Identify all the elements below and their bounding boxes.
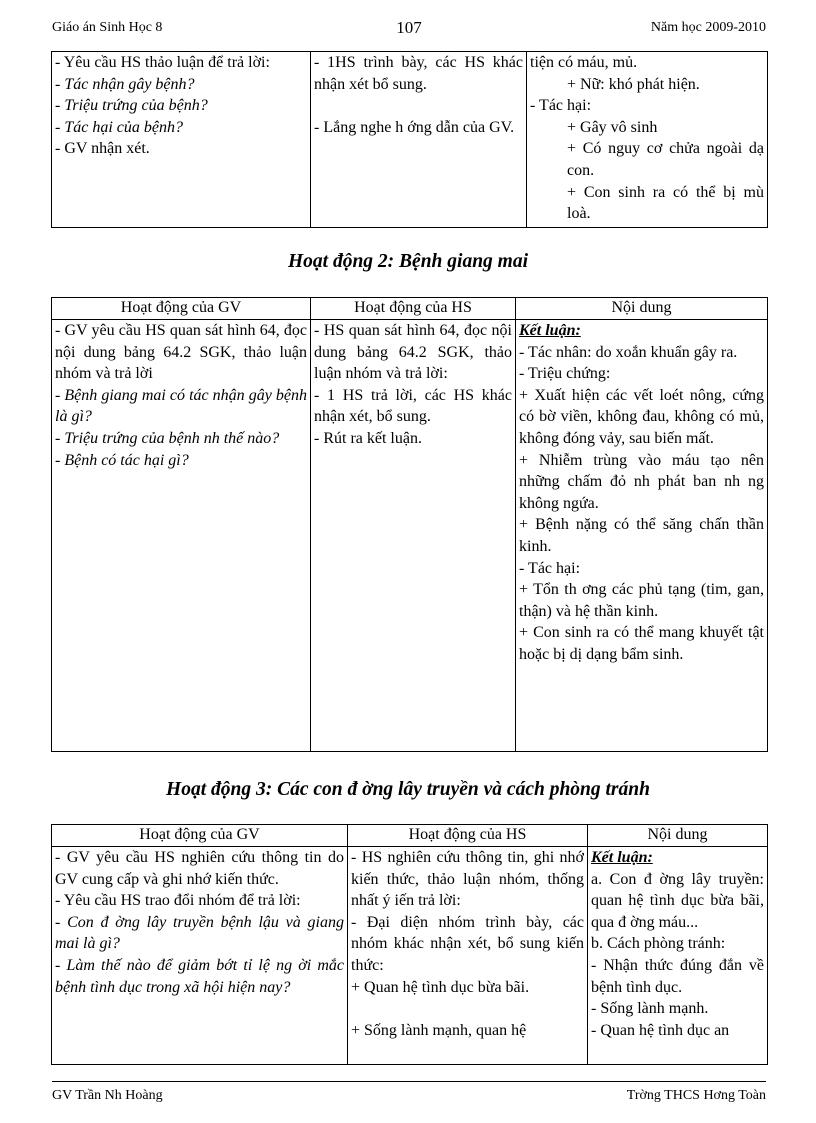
cell-line: - HS quan sát hình 64, đọc nội dung bảng 64.2 SGK, thảo luận nhóm và trả lời: xyxy=(314,322,512,383)
t3-content-cell xyxy=(588,847,768,1065)
cell-line: - Quan hệ tình dục an xyxy=(591,1021,730,1039)
cell-line: + Con sinh ra có thể mang khuyết tật hoặc bị dị dạng bẩm sinh. xyxy=(519,624,764,663)
t3-gv-cell xyxy=(52,847,348,1065)
cell-line: + Xuất hiện các vết loét nông, cứng có bờ viền, không đau, không có mủ, không đóng vảy, sau biến mất. xyxy=(519,386,764,447)
section-2-title: Hoạt động 2: Bệnh giang mai xyxy=(288,251,528,272)
cell-line xyxy=(314,95,523,117)
cell-line: + Nữ: khó phát hiện. xyxy=(567,75,700,93)
cell-line: + Nhiễm trùng vào máu tạo nên những chấm đỏ nh phát ban nh ng không ngứa. xyxy=(519,451,764,512)
footer-rule xyxy=(52,1081,766,1082)
t2-header-gv: Hoạt động của GV xyxy=(52,298,311,320)
table-activity-2 xyxy=(51,297,768,752)
cell-line: - Tác hại: xyxy=(519,559,581,577)
cell-line: - Rút ra kết luận. xyxy=(314,429,422,447)
cell-line: - Bệnh có tác hại gì? xyxy=(55,451,189,469)
cell-line: - Tác nhận gây bệnh? xyxy=(55,75,195,93)
cell-line: + Con sinh ra có thể bị mù loà. xyxy=(567,183,764,223)
cell-line: - GV yêu cầu HS nghiên cứu thông tin do GV cung cấp và ghi nhớ kiến thức. xyxy=(55,849,344,888)
cell-line: + Quan hệ tình dục bừa bãi. xyxy=(351,978,530,996)
cell-line: b. Cách phòng tránh: xyxy=(591,935,726,953)
cell-line: tiện có máu, mủ. xyxy=(530,54,638,71)
cell-line: Kết luận: xyxy=(519,322,581,339)
cell-line: - Con đ ờng lây truyền bệnh lậu và giang mai là gì? xyxy=(55,913,344,953)
t3-header-hs: Hoạt động của HS xyxy=(348,825,588,847)
t1-hs-cell xyxy=(311,52,527,228)
cell-line: - Triệu trứng của bệnh? xyxy=(55,97,208,115)
page-header xyxy=(52,18,766,42)
t3-hs-cell xyxy=(348,847,588,1065)
header-year: Năm học 2009-2010 xyxy=(650,20,766,35)
t2-header-content: Nội dung xyxy=(516,298,768,320)
cell-line: - Triệu chứng: xyxy=(519,365,611,383)
cell-line: - GV yêu cầu HS quan sát hình 64, đọc nội dung bảng 64.2 SGK, thảo luận nhóm và trả lời xyxy=(55,322,307,383)
cell-line: - Bệnh giang mai có tác nhận gây bệnh là gì? xyxy=(55,386,307,426)
t2-header-hs: Hoạt động của HS xyxy=(311,298,516,320)
cell-line: a. Con đ ờng lây truyền: quan hệ tình dục bừa bãi, qua đ ờng máu... xyxy=(591,870,764,931)
cell-line: - Tác nhân: do xoắn khuẩn gây ra. xyxy=(519,343,738,361)
cell-line: - Yêu cầu HS thảo luận để trả lời: xyxy=(55,54,270,71)
page-number: 107 xyxy=(396,18,422,37)
cell-line xyxy=(351,998,584,1020)
cell-line: - Làm thế nào để giảm bớt tỉ lệ ng ời mắc bệnh tình dục trong xã hội hiện nay? xyxy=(55,956,344,996)
cell-line: - Lắng nghe h ớng dẫn của GV. xyxy=(314,118,515,136)
t2-content-cell xyxy=(516,320,768,752)
cell-line: - 1 HS trả lời, các HS khác nhận xét, bổ sung. xyxy=(314,386,512,426)
cell-line: - Nhận thức đúng đắn về bệnh tình dục. xyxy=(591,956,764,996)
cell-line: - Đại diện nhóm trình bày, các nhóm khác nhận xét, bổ sung kiến thức: xyxy=(351,913,584,974)
cell-line: Kết luận: xyxy=(591,849,653,866)
t3-header-content: Nội dung xyxy=(588,825,768,847)
cell-line: + Gây vô sinh xyxy=(567,118,658,136)
t1-gv-cell xyxy=(52,52,311,228)
cell-line: - Yêu cầu HS trao đổi nhóm để trả lời: xyxy=(55,892,301,910)
footer-school: Trờng THCS Hơng Toàn xyxy=(626,1088,766,1103)
table-activity-1-continued xyxy=(51,51,768,228)
cell-line: + Tổn th ơng các phủ tạng (tim, gan, thận) và hệ thần kinh. xyxy=(519,581,764,620)
header-subject: Giáo án Sinh Học 8 xyxy=(52,20,163,35)
page-footer xyxy=(52,1088,766,1108)
footer-teacher: GV Trần Nh Hoàng xyxy=(52,1088,163,1103)
cell-line: - Sống lành mạnh. xyxy=(591,1000,709,1018)
t1-content-cell xyxy=(527,52,768,228)
cell-line: - Triệu trứng của bệnh nh thế nào? xyxy=(55,429,280,447)
cell-line: + Sống lành mạnh, quan hệ xyxy=(351,1021,527,1039)
cell-line: - HS nghiên cứu thông tin, ghi nhớ kiến thức, thảo luận nhóm, thống nhất ý iến trả lời: xyxy=(351,849,584,910)
t2-hs-cell xyxy=(311,320,516,752)
t2-gv-cell xyxy=(52,320,311,752)
table-activity-3 xyxy=(51,824,768,1065)
cell-line: - Tác hại của bệnh? xyxy=(55,118,183,136)
cell-line: + Có nguy cơ chửa ngoài dạ con. xyxy=(567,140,764,179)
t3-header-gv: Hoạt động của GV xyxy=(52,825,348,847)
cell-line: - GV nhận xét. xyxy=(55,140,150,158)
cell-line: + Bệnh nặng có thể săng chấn thần kinh. xyxy=(519,516,764,555)
cell-line: - Tác hại: xyxy=(530,97,592,115)
section-3-title: Hoạt động 3: Các con đ ờng lây truyền và cách phòng tránh xyxy=(166,779,650,800)
cell-line: - 1HS trình bày, các HS khác nhận xét bổ sung. xyxy=(314,54,523,93)
